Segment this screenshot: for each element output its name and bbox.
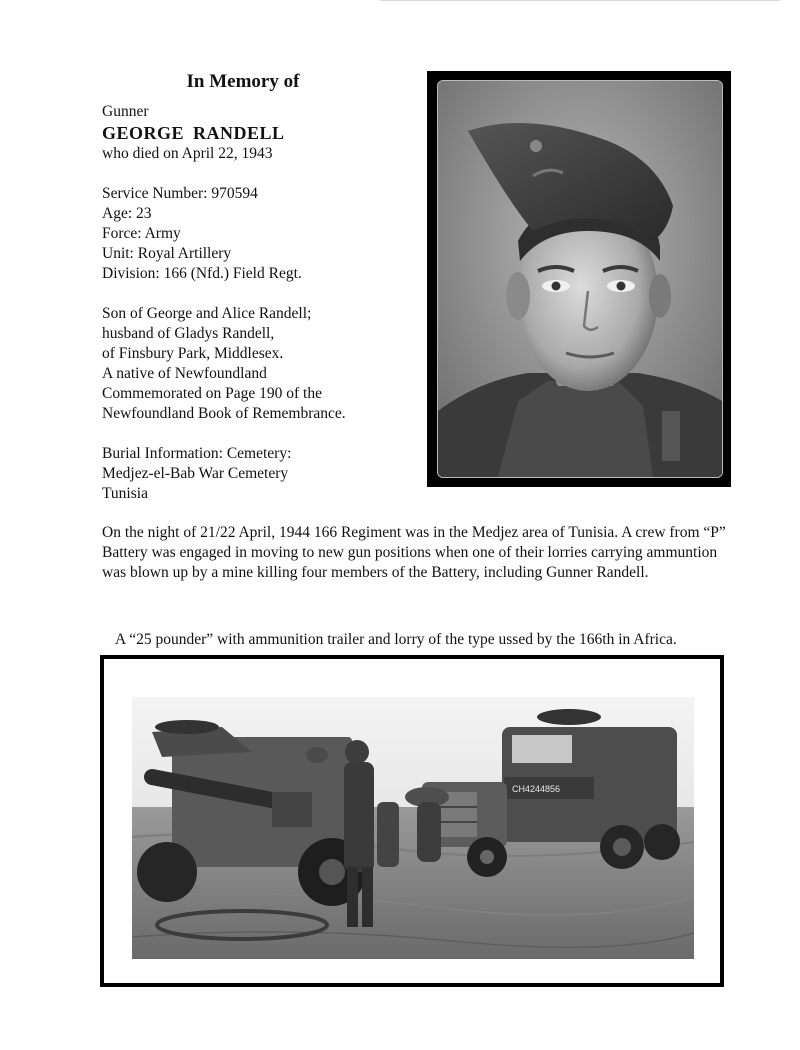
field-gun-illustration bbox=[132, 697, 694, 959]
family-line: Newfoundland Book of Remembrance. bbox=[102, 405, 346, 422]
top-rule bbox=[380, 0, 780, 1]
field-photo-frame bbox=[100, 655, 724, 987]
burial-line: Medjez-el-Bab War Cemetery bbox=[102, 465, 289, 482]
unit: Unit: Royal Artillery bbox=[102, 245, 232, 262]
age: Age: 23 bbox=[102, 205, 152, 222]
soldier-name: GEORGE RANDELL bbox=[102, 123, 285, 143]
photo-caption: A “25 pounder” with ammunition trailer and lorry of the type ussed by the 166th in Africa. bbox=[115, 631, 677, 648]
family-line: husband of Gladys Randell, bbox=[102, 325, 275, 342]
family-line: of Finsbury Park, Middlesex. bbox=[102, 345, 284, 362]
service-number: Service Number: 970594 bbox=[102, 185, 258, 202]
rank: Gunner bbox=[102, 103, 149, 120]
soldier-portrait bbox=[437, 80, 723, 478]
portrait-illustration bbox=[438, 81, 722, 477]
memorial-heading: In Memory of bbox=[186, 71, 300, 92]
family-line: Son of George and Alice Randell; bbox=[102, 305, 312, 322]
family-line: A native of Newfoundland bbox=[102, 365, 267, 382]
burial-line: Burial Information: Cemetery: bbox=[102, 445, 292, 462]
force: Force: Army bbox=[102, 225, 181, 242]
death-date: who died on April 22, 1943 bbox=[102, 145, 273, 162]
memorial-text bbox=[102, 70, 422, 504]
family-line: Commemorated on Page 190 of the bbox=[102, 385, 322, 402]
story-paragraph: On the night of 21/22 April, 1944 166 Regiment was in the Medjez area of Tunisia. A crew from “P” Battery was engaged in moving to new gun positions when one of their lorries carrying ammuntion was blown up by a mine killing four members of the Battery, including Gunner Randell. bbox=[102, 524, 726, 581]
division: Division: 166 (Nfd.) Field Regt. bbox=[102, 265, 302, 282]
field-gun-photo bbox=[132, 697, 694, 959]
portrait-frame bbox=[427, 71, 731, 487]
lorry-plate-text: CH4244856 bbox=[512, 784, 561, 794]
burial-line: Tunisia bbox=[102, 485, 148, 502]
